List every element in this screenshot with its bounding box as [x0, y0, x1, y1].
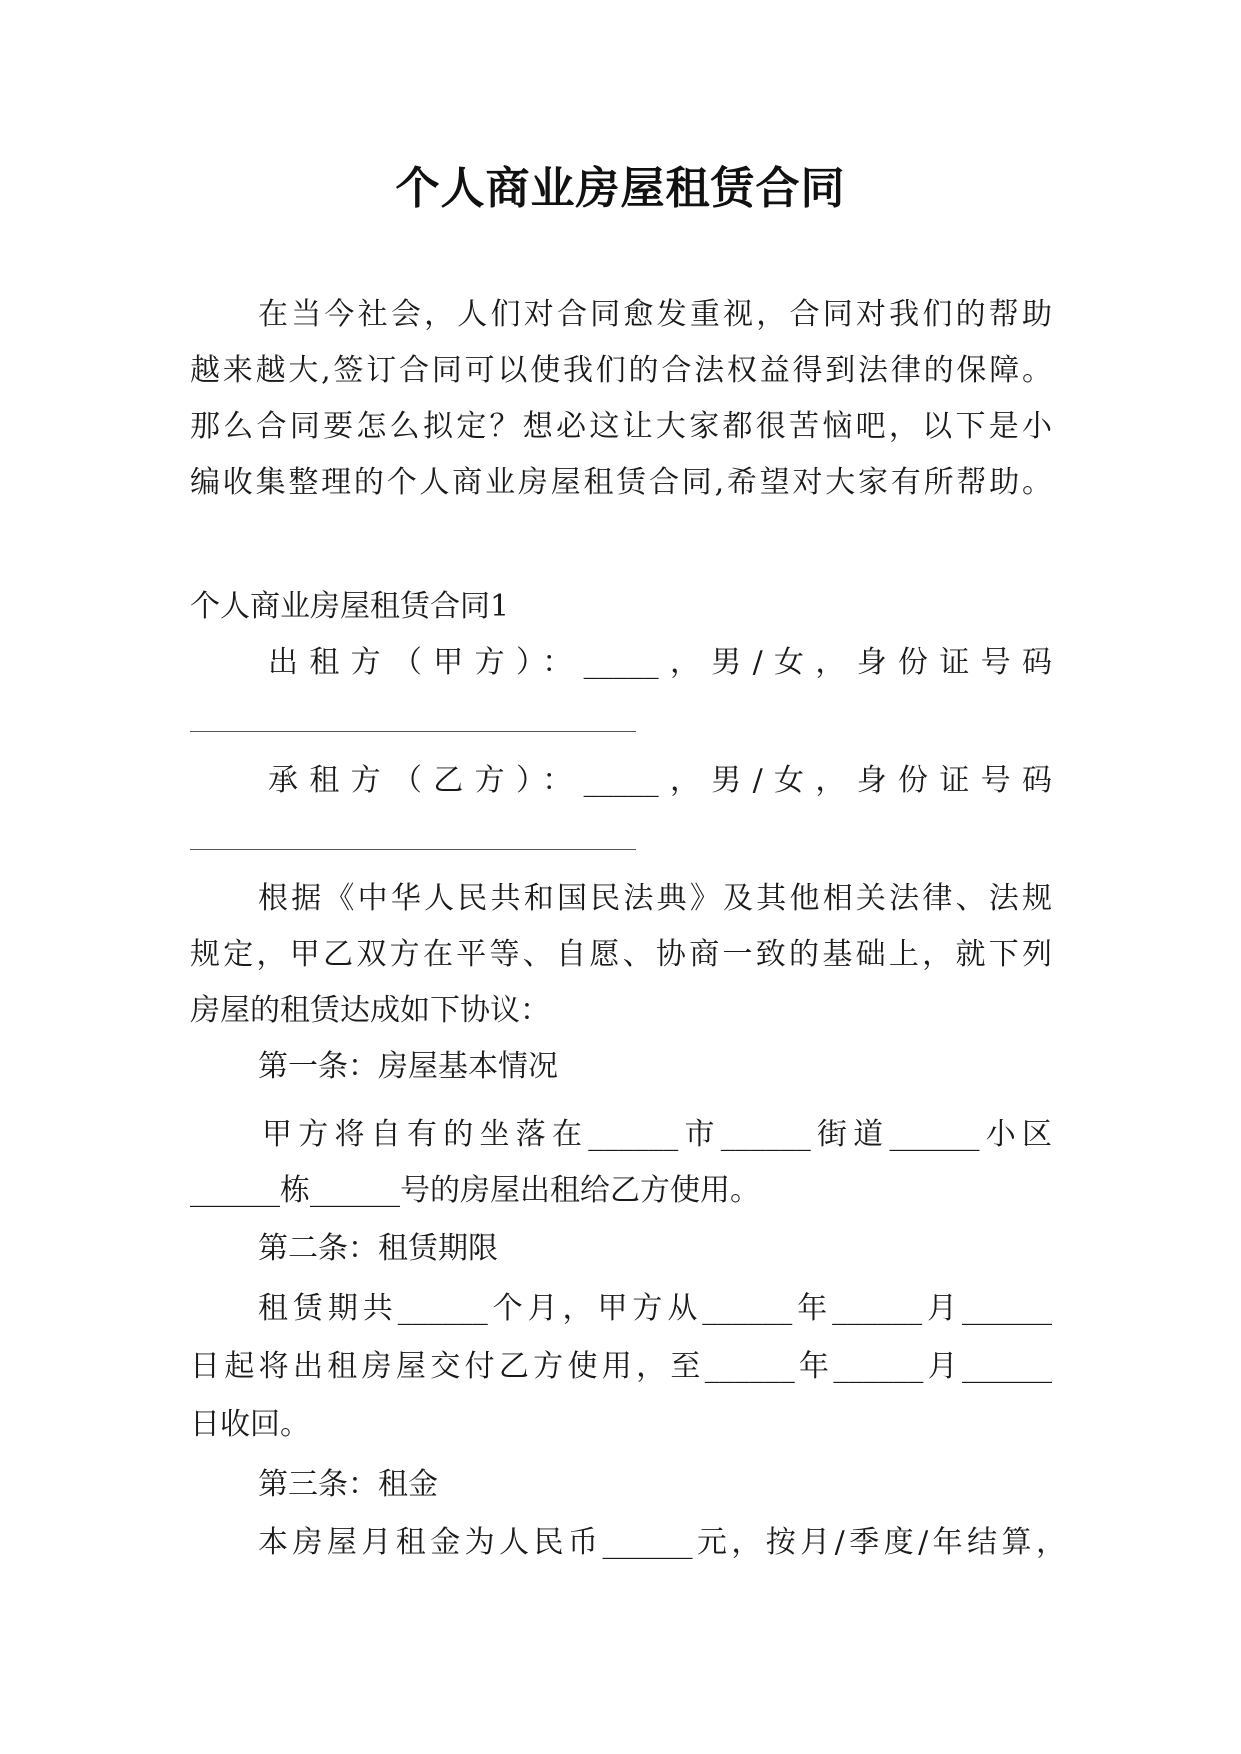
- preamble-line-2: 规定，甲乙双方在平等、自愿、协商一致的基础上，就下列: [190, 937, 1052, 972]
- article2-heading: 第二条：租赁期限: [258, 1231, 498, 1266]
- intro-line-2: 越来越大,签订合同可以使我们的合法权益得到法律的保障。: [190, 353, 1052, 388]
- article1-line-1: 甲方将自有的坐落在______市______街道______小区: [262, 1117, 1052, 1152]
- lessee-line: 承租方（乙方）：_____，男/女，身份证号码: [268, 763, 1052, 798]
- article3-line-1: 本房屋月租金为人民币______元，按月/季度/年结算，: [258, 1525, 1066, 1560]
- article2-line-2: 日起将出租房屋交付乙方使用，至______年______月______: [190, 1349, 1052, 1384]
- article1-heading: 第一条：房屋基本情况: [258, 1049, 558, 1084]
- section-heading: 个人商业房屋租赁合同1: [190, 589, 510, 624]
- intro-line-4: 编收集整理的个人商业房屋租赁合同,希望对大家有所帮助。: [190, 465, 1052, 500]
- article1-line-2: ______栋______号的房屋出租给乙方使用。: [190, 1173, 760, 1208]
- lessee-id-blank: [190, 849, 636, 850]
- article3-heading: 第三条：租金: [258, 1467, 438, 1502]
- document-title: 个人商业房屋租赁合同: [395, 163, 846, 214]
- intro-line-1: 在当今社会，人们对合同愈发重视，合同对我们的帮助: [258, 297, 1052, 332]
- article2-line-3: 日收回。: [190, 1407, 310, 1442]
- preamble-line-1: 根据《中华人民共和国民法典》及其他相关法律、法规: [258, 881, 1052, 916]
- preamble-line-3: 房屋的租赁达成如下协议：: [190, 993, 550, 1028]
- article2-line-1: 租赁期共______个月，甲方从______年______月______: [258, 1291, 1052, 1326]
- intro-line-3: 那么合同要怎么拟定？想必这让大家都很苦恼吧，以下是小: [190, 409, 1052, 444]
- lessor-id-blank: [190, 731, 636, 732]
- lessor-line: 出租方（甲方）：_____，男/女，身份证号码: [268, 645, 1052, 680]
